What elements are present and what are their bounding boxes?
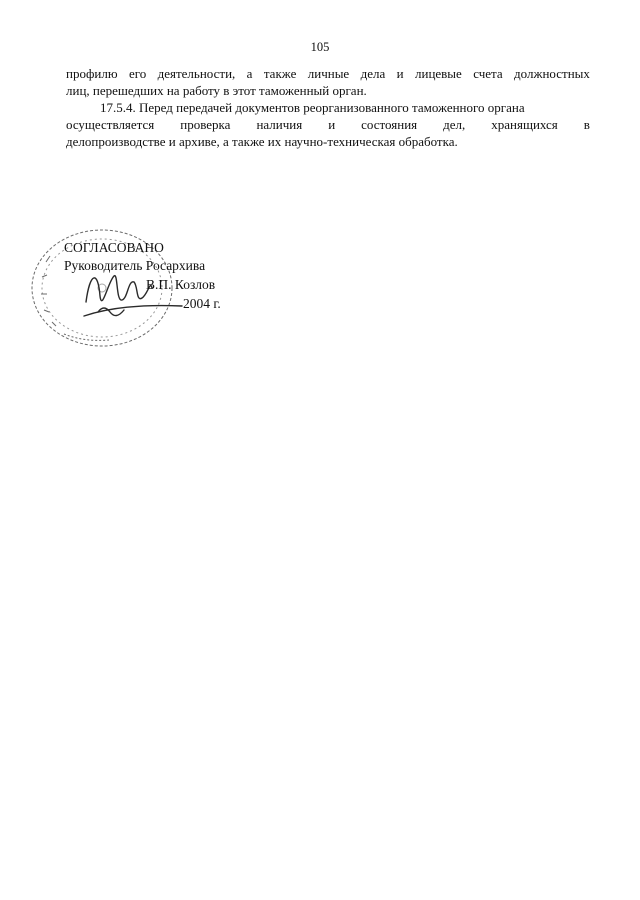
word: а [246,66,253,81]
word: профилю [66,66,118,81]
word: должностных [514,66,590,81]
approval-position: Руководитель Росархива [64,258,206,273]
word: состояния [361,117,418,132]
paragraph-1-line-2: лиц, перешедших на работу в этот таможенный орган. [66,83,367,98]
word: деятельности, [157,66,236,81]
approval-date: 2004 г. [183,296,221,311]
word: в [583,117,590,132]
word: личные [307,66,350,81]
word: осуществляется [66,117,155,132]
word: лицевые [415,66,462,81]
paragraph-2-line-1: 17.5.4. Перед передачей документов реорганизованного таможенного органа [100,100,525,115]
paragraph-2-line-2 [66,116,590,133]
word: и [396,66,404,81]
approval-signatory: В.П. Козлов [146,277,216,292]
word: хранящихся [491,117,558,132]
word: дел, [443,117,466,132]
paragraph-2-line-3: делопроизводстве и архиве, а также их научно-техническая обработка. [66,134,458,149]
word: наличия [256,117,303,132]
approval-heading: СОГЛАСОВАНО [64,240,164,255]
page-number: 105 [310,40,330,54]
word: и [328,117,336,132]
word: проверка [180,117,231,132]
word: дела [360,66,386,81]
paragraph-1-line-1 [66,65,590,82]
word: также [263,66,297,81]
word: его [128,66,147,81]
word: счета [473,66,503,81]
